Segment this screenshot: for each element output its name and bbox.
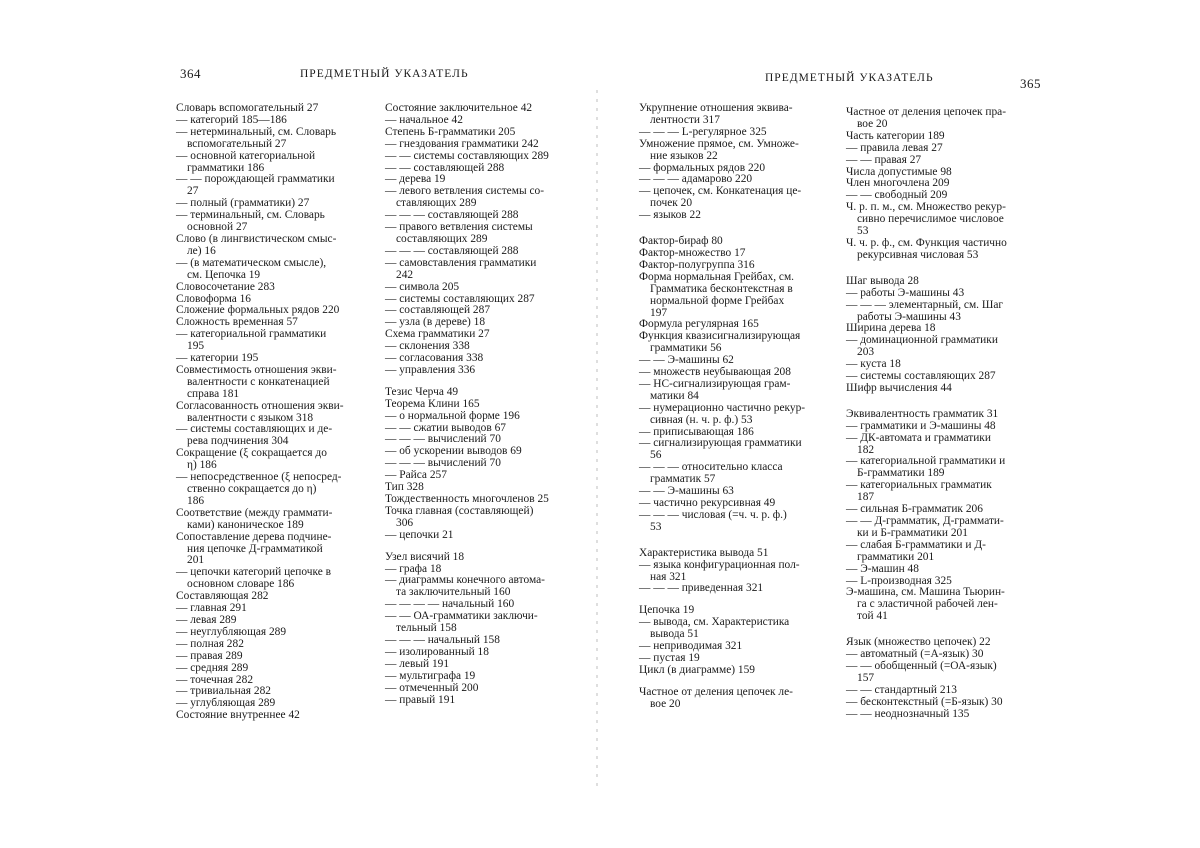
index-entry (385, 611, 582, 635)
index-entry (846, 480, 1043, 504)
index-entry-line: — Райса 257 (385, 469, 447, 482)
index-entry-line: — — неоднозначный 135 (846, 707, 970, 720)
index-entry-line: Точка главная (составляющей) (385, 504, 534, 517)
index-entry (385, 695, 582, 707)
index-entry (846, 409, 1043, 421)
index-entry-line: Теорема Клини 165 (385, 397, 480, 410)
index-entry-line: — отмеченный 200 (385, 681, 479, 694)
index-entry-line: — составляющей 287 (385, 304, 491, 317)
index-entry-line: — дерева 19 (385, 173, 446, 186)
index-entry-line: Тип 328 (385, 481, 424, 494)
index-entry (176, 210, 373, 234)
index-entry-continuation: той 41 (857, 610, 888, 623)
index-entry (176, 532, 373, 568)
index-entry-line: Схема грамматики 27 (385, 328, 490, 341)
index-entry-line: — автоматный (=А-язык) 30 (846, 648, 984, 661)
index-entry-line: Фактор-полугруппа 316 (639, 258, 755, 271)
index-entry-line: — — порождающей грамматики (176, 173, 335, 186)
index-entry-continuation: см. Цепочка 19 (187, 268, 261, 281)
index-entry-line: — полный (грамматики) 27 (176, 197, 310, 210)
index-entry (385, 575, 582, 599)
index-entry-line: Член многочлена 209 (846, 177, 950, 190)
index-entry-line: — мультиграфа 19 (385, 669, 476, 682)
index-entry (385, 530, 582, 542)
index-entry (846, 456, 1043, 480)
index-entry-line: — — — адамарово 220 (639, 173, 753, 186)
index-entry-line: — пустая 19 (639, 651, 700, 664)
index-entry-line: — точечная 282 (176, 673, 254, 686)
index-entry-continuation: ставляющих 289 (396, 197, 477, 210)
index-entry-line: — нетерминальный, см. Словарь (176, 125, 337, 138)
index-entry-line: — об ускорении выводов 69 (385, 445, 522, 458)
index-entry-continuation: 157 (857, 671, 875, 684)
index-entry (176, 234, 373, 258)
index-entry (846, 661, 1043, 685)
index-entry (846, 433, 1043, 457)
index-entry-line: Ширина дерева 18 (846, 322, 936, 335)
index-entry-continuation: почек 20 (650, 197, 693, 210)
index-entry-line: — языка конфигурационная пол- (639, 558, 800, 571)
index-column-2 (385, 103, 582, 706)
index-entry-line: — непосредственное (ξ непосред- (176, 471, 342, 484)
index-entry-line: — системы составляющих 287 (846, 370, 996, 383)
index-entry-line: — — — составляющей 288 (385, 244, 519, 257)
index-entry-continuation: справа 181 (187, 387, 240, 400)
index-entry-line: — ДК-автомата и грамматики (846, 431, 991, 444)
index-entry (385, 659, 582, 671)
index-entry-line: Тезис Черча 49 (385, 385, 459, 398)
index-entry-line: Фактор-множество 17 (639, 246, 746, 259)
index-entry-line: Сложение формальных рядов 220 (176, 304, 340, 317)
index-entry (846, 540, 1043, 564)
index-entry-line: — языков 22 (639, 209, 701, 222)
index-entry (846, 516, 1043, 540)
index-entry-continuation: грамматики 186 (187, 161, 265, 174)
index-entry (176, 258, 373, 282)
index-entry (385, 258, 582, 282)
index-entry (176, 329, 373, 353)
index-entry (639, 272, 836, 320)
index-entry (846, 587, 1043, 623)
index-entry-line: — — ОА-грамматики заключи- (385, 610, 538, 623)
index-entry (385, 151, 582, 163)
index-entry-line: — частично рекурсивная 49 (639, 497, 776, 509)
index-entry (639, 103, 836, 127)
index-entry-continuation: 186 (187, 494, 205, 507)
index-entry (176, 127, 373, 151)
index-entry (176, 174, 373, 198)
index-entry-line: Словоформа 16 (176, 292, 251, 305)
index-entry (846, 155, 1043, 167)
index-entry-line: — — составляющей 288 (385, 161, 505, 174)
index-entry-line: — левый 191 (385, 657, 450, 670)
index-entry-continuation: 201 (187, 554, 205, 567)
index-entry (176, 401, 373, 425)
index-entry (846, 107, 1043, 131)
index-entry-line: Цепочка 19 (639, 604, 695, 617)
index-entry (176, 639, 373, 651)
index-entry-continuation: рева подчинения 304 (187, 435, 289, 448)
index-entry-line: Эквивалентность грамматик 31 (846, 407, 999, 420)
index-entry-continuation: вое 20 (650, 697, 681, 710)
index-entry-line: — категории 195 (176, 352, 259, 365)
index-entry (385, 365, 582, 377)
index-entry-continuation: 53 (650, 520, 662, 533)
index-entry-line: — — — приведенная 321 (639, 582, 764, 595)
page-number-left: 364 (180, 66, 201, 81)
index-entry-line: — вывода, см. Характеристика (639, 616, 790, 629)
index-entry (639, 260, 836, 272)
index-entry (385, 387, 582, 399)
index-entry-line: — средняя 289 (176, 661, 249, 674)
index-entry-line: Сокращение (ξ сокращается до (176, 447, 327, 460)
index-entry (639, 617, 836, 641)
index-entry-continuation: 27 (187, 185, 199, 198)
running-head-right: ПРЕДМЕТНЫЙ УКАЗАТЕЛЬ (765, 72, 934, 84)
index-entry-line: — системы составляющих и де- (176, 423, 333, 436)
index-entry (385, 186, 582, 210)
index-entry-line: — тривиальная 282 (176, 685, 271, 698)
index-entry-continuation: ками) каноническое 189 (187, 518, 304, 531)
index-entry-line: — управления 336 (385, 363, 476, 376)
index-entry-line: Состояние заключительное 42 (385, 102, 533, 114)
index-entry-continuation: 53 (857, 225, 869, 238)
index-entry-line: Язык (множество цепочек) 22 (846, 636, 991, 649)
index-entry-continuation: основном словаре 186 (187, 578, 295, 591)
index-entry-line: Сложность временная 57 (176, 316, 298, 329)
index-entry-line: — цепочки категорий цепочке в (176, 566, 331, 579)
index-entry-line: — — свободный 209 (846, 189, 948, 202)
index-entry (846, 202, 1043, 238)
index-entry-line: Фактор-бираф 80 (639, 235, 723, 248)
index-entry-line: Э-машина, см. Машина Тьюрин- (846, 586, 1005, 599)
index-entry-line: — начальное 42 (385, 113, 463, 126)
index-entry-line: Часть категории 189 (846, 129, 945, 142)
index-entry-line: — — — элементарный, см. Шаг (846, 298, 1004, 311)
index-entry-line: Словосочетание 283 (176, 280, 275, 293)
index-entry-line: Числа допустимые 98 (846, 165, 952, 178)
index-entry-line: — неуглубляющая 289 (176, 625, 287, 638)
index-entry-line: — узла (в дереве) 18 (385, 316, 486, 329)
index-entry (176, 651, 373, 663)
index-entry (639, 379, 836, 403)
index-entry-continuation: составляющих 289 (396, 232, 488, 245)
index-entry-line: — диаграммы конечного автома- (385, 574, 545, 587)
index-entry-continuation: 195 (187, 340, 205, 353)
index-entry-line: — изолированный 18 (385, 645, 489, 658)
index-entry (385, 647, 582, 659)
index-entry-line: — правила левая 27 (846, 141, 943, 154)
index-entry-line: Ч. ч. р. ф., см. Функция частично (846, 236, 1007, 249)
index-entry (846, 685, 1043, 697)
index-entry-continuation: работы Э-машины 43 (857, 310, 961, 323)
index-entry-continuation: та заключительный 160 (396, 586, 511, 599)
index-entry-line: — углубляющая 289 (176, 697, 276, 710)
index-entry (639, 548, 836, 560)
index-entry-line: — доминационной грамматики (846, 334, 998, 347)
index-entry-continuation: 203 (857, 346, 875, 359)
index-entry-line: — правого ветвления системы (385, 221, 533, 234)
index-entry-line: — правая 289 (176, 649, 243, 662)
index-entry-continuation: вывода 51 (650, 628, 699, 641)
index-entry-line: — сигнализирующая грамматики (639, 437, 802, 450)
index-entry-line: — — — составляющей 288 (385, 209, 519, 222)
index-entry-line: — согласования 338 (385, 352, 484, 365)
index-entry-line: — — — числовая (=ч. ч. р. ф.) (639, 508, 787, 521)
index-entry (176, 282, 373, 294)
index-entry (385, 506, 582, 530)
index-entry-line: Сопоставление дерева подчине- (176, 530, 332, 543)
index-entry (639, 127, 836, 139)
index-entry (846, 335, 1043, 359)
index-entry (176, 663, 373, 675)
index-entry-line: — графа 18 (385, 562, 442, 575)
index-entry-line: Форма нормальная Грейбах, см. (639, 270, 795, 283)
index-entry-line: — — сжатии выводов 67 (385, 421, 506, 434)
index-entry-continuation: нормальной форме Грейбах (650, 294, 785, 307)
index-entry (385, 139, 582, 151)
index-entry (846, 143, 1043, 155)
index-entry-continuation: 187 (857, 491, 875, 504)
index-entry-line: — системы составляющих 287 (385, 292, 535, 305)
index-entry (385, 399, 582, 411)
index-entry-continuation: 197 (650, 306, 668, 319)
index-entry-continuation: Грамматика бесконтекстная в (650, 282, 793, 295)
index-entry-line: — неприводимая 321 (639, 640, 743, 653)
index-entry-line: Соответствие (между граммати- (176, 506, 333, 519)
index-entry-continuation: вое 20 (857, 117, 888, 130)
index-entry-line: — (в математическом смысле), (176, 256, 327, 269)
index-entry-line: — левого ветвления системы со- (385, 185, 544, 198)
index-entry-line: — работы Э-машины 43 (846, 286, 965, 299)
index-entry-continuation: основной 27 (187, 221, 248, 234)
index-entry (639, 510, 836, 534)
index-entry-line: Тождественность многочленов 25 (385, 493, 549, 505)
index-entry-line: — символа 205 (385, 280, 460, 293)
index-entry (639, 186, 836, 210)
index-entry-line: — склонения 338 (385, 340, 470, 353)
index-entry (639, 560, 836, 584)
index-entry-continuation: сивно перечислимое числовое (857, 213, 1004, 226)
running-head-left: ПРЕДМЕТНЫЙ УКАЗАТЕЛЬ (300, 68, 469, 80)
index-entry-line: Частное от деления цепочек ле- (639, 685, 793, 698)
index-entry-line: Узел висячий 18 (385, 550, 465, 563)
index-entry (385, 282, 582, 294)
index-entry (176, 472, 373, 508)
index-entry-continuation: грамматики 56 (650, 342, 722, 355)
index-entry-line: — — стандартный 213 (846, 683, 957, 696)
index-entry (639, 438, 836, 462)
index-entry-line: Укрупнение отношения эквива- (639, 102, 793, 114)
index-entry (385, 127, 582, 139)
index-entry-line: — куста 18 (846, 358, 901, 371)
index-entry-line: — формальных рядов 220 (639, 161, 766, 174)
gutter-fold (596, 90, 598, 790)
index-entry (846, 697, 1043, 709)
index-entry-line: Совместимость отношения экви- (176, 363, 337, 376)
index-entry-continuation: 56 (650, 449, 662, 462)
index-entry-continuation: ние языков 22 (650, 149, 718, 162)
index-entry-line: — терминальный, см. Словарь (176, 209, 325, 222)
index-entry (385, 411, 582, 423)
index-entry-continuation: га с эластичной рабочей лен- (857, 598, 998, 611)
index-entry-line: — — Э-машины 62 (639, 354, 734, 367)
index-entry-line: — категорий 185—186 (176, 113, 287, 126)
index-entry-line: Умножение прямое, см. Умноже- (639, 137, 799, 150)
index-entry (846, 300, 1043, 324)
index-entry (176, 567, 373, 591)
index-entry-continuation: тельный 158 (396, 622, 457, 635)
index-entry-line: Формула регулярная 165 (639, 318, 759, 331)
index-entry (176, 424, 373, 448)
index-entry-line: Частное от деления цепочек пра- (846, 106, 1007, 118)
index-entry-line: — — обобщенный (=ОА-язык) (846, 659, 997, 672)
index-entry-line: — — — начальный 158 (385, 633, 500, 646)
index-entry-line: — главная 291 (176, 602, 247, 615)
index-entry (639, 665, 836, 677)
index-entry-continuation: Б-грамматики 189 (857, 467, 945, 480)
index-entry (846, 564, 1043, 576)
index-entry-continuation: ния цепочке Д-грамматикой (187, 542, 323, 555)
index-entry-line: — L-производная 325 (846, 574, 952, 587)
index-entry-line: Слово (в лингвистическом смыс- (176, 232, 337, 245)
index-entry-line: — цепочек, см. Конкатенация це- (639, 185, 802, 198)
index-entry-line: — множеств неубывающая 208 (639, 366, 791, 379)
index-entry-continuation: валентности с конкатенацией (187, 375, 330, 388)
index-entry-line: — категориальной грамматики и (846, 455, 1006, 468)
index-entry-line: — нумерационно частично рекур- (639, 401, 806, 414)
right-page (600, 0, 1200, 848)
index-entry-continuation: рекурсивная числовая 53 (857, 248, 979, 261)
index-entry-continuation: 182 (857, 443, 875, 456)
index-entry-line: — гнездования грамматики 242 (385, 137, 539, 150)
index-entry-line: — — — — начальный 160 (385, 598, 515, 611)
index-entry-line: — основной категориальной (176, 149, 316, 162)
index-entry (846, 288, 1043, 300)
index-entry-continuation: ственно сокращается до η) (187, 483, 317, 495)
index-entry-continuation: вспомогательный 27 (187, 137, 287, 150)
index-entry (846, 131, 1043, 143)
index-entry-line: — — Э-машины 63 (639, 485, 734, 498)
index-entry-line: — Э-машин 48 (846, 562, 919, 575)
index-entry-continuation: грамматик 57 (650, 473, 716, 486)
index-entry-line: Словарь вспомогательный 27 (176, 102, 319, 114)
index-entry-line: — цепочки 21 (385, 528, 454, 541)
index-entry-continuation: матики 84 (650, 389, 699, 402)
index-entry-continuation: 306 (396, 516, 414, 529)
page-number-right: 365 (1020, 76, 1041, 91)
index-entry (176, 365, 373, 401)
index-entry (639, 331, 836, 355)
index-entry-continuation: ле) 16 (187, 244, 216, 257)
index-entry-line: Составляющая 282 (176, 590, 269, 603)
index-entry (385, 552, 582, 564)
index-entry-line: — приписывающая 186 (639, 425, 754, 438)
index-entry (639, 687, 836, 711)
index-entry-continuation: грамматики 201 (857, 550, 935, 563)
index-entry-continuation: ки и Б-грамматики 201 (857, 526, 968, 539)
index-entry-continuation: валентности с языком 318 (187, 411, 314, 424)
index-entry (176, 627, 373, 639)
index-entry-line: Функция квазисигнализирующая (639, 330, 801, 343)
index-entry (176, 710, 373, 722)
index-entry-line: — бесконтекстный (=Б-язык) 30 (846, 695, 1003, 708)
index-entry-line: Степень Б-грамматики 205 (385, 125, 516, 138)
index-entry (176, 448, 373, 472)
index-entry (639, 583, 836, 595)
index-entry-line: — — — L-регулярное 325 (639, 125, 767, 138)
index-entry (385, 671, 582, 683)
index-entry (846, 276, 1043, 288)
index-entry-line: Шаг вывода 28 (846, 274, 919, 287)
index-entry-continuation: ная 321 (650, 570, 687, 583)
index-entry (385, 222, 582, 246)
index-entry-line: Характеристика вывода 51 (639, 546, 769, 559)
index-entry-continuation: лентности 317 (650, 113, 720, 126)
index-entry-continuation: η) 186 (187, 459, 217, 472)
index-entry-line: Согласованность отношения экви- (176, 399, 344, 412)
index-entry-line: — НС-сигнализирующая грам- (639, 377, 791, 390)
index-entry (639, 210, 836, 222)
index-entry-line: — — — вычислений 70 (385, 433, 501, 446)
index-entry-line: — — — относительно класса (639, 461, 783, 474)
index-entry (846, 709, 1043, 721)
index-entry (176, 508, 373, 532)
index-entry-line: — грамматики и Э-машины 48 (846, 419, 996, 432)
index-column-3 (639, 103, 836, 711)
index-entry-continuation: сивная (н. ч. р. ф.) 53 (650, 413, 753, 426)
index-entry-line: — — Д-грамматик, Д-граммати- (846, 515, 1004, 527)
index-entry (385, 683, 582, 695)
index-entry (385, 246, 582, 258)
index-entry-line: — категориальных грамматик (846, 479, 992, 492)
index-entry-line: Цикл (в диаграмме) 159 (639, 663, 755, 676)
index-entry-line: — о нормальной форме 196 (385, 409, 520, 422)
index-entry-line: Состояние внутреннее 42 (176, 709, 300, 722)
index-entry-line: — правый 191 (385, 693, 456, 706)
index-entry-line: — — — вычислений 70 (385, 457, 501, 470)
index-entry-line: — — правая 27 (846, 153, 922, 166)
index-entry (846, 383, 1043, 395)
index-entry (639, 139, 836, 163)
index-entry-line: — категориальной грамматики (176, 328, 327, 341)
index-entry (639, 462, 836, 486)
index-entry-line: — сильная Б-грамматик 206 (846, 503, 983, 516)
index-entry (639, 403, 836, 427)
index-entry-line: — полная 282 (176, 637, 244, 650)
index-column-1 (176, 103, 373, 722)
index-entry (846, 238, 1043, 262)
index-entry-line: — самовставления грамматики (385, 256, 537, 269)
index-entry-line: Шифр вычисления 44 (846, 381, 952, 394)
index-entry (846, 421, 1043, 433)
index-entry-line: — — системы составляющих 289 (385, 149, 549, 162)
index-entry-line: Ч. р. п. м., см. Множество рекур- (846, 201, 1006, 214)
index-entry-line: — левая 289 (176, 613, 237, 626)
index-column-4 (846, 107, 1043, 721)
index-entry (176, 151, 373, 175)
index-entry-continuation: 242 (396, 268, 414, 281)
index-entry-line: — слабая Б-грамматики и Д- (846, 538, 986, 551)
